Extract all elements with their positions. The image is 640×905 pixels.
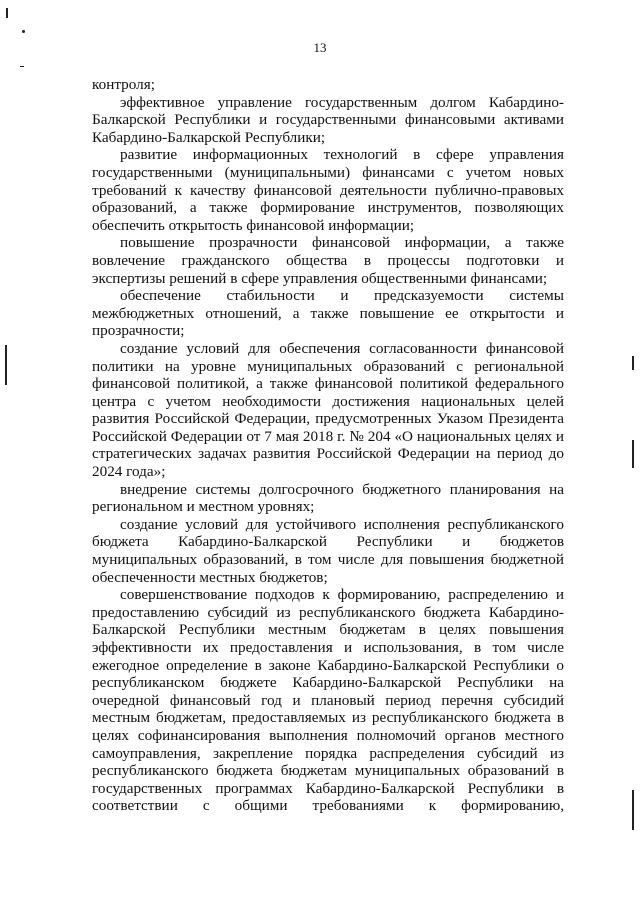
scan-artifact	[20, 66, 24, 67]
paragraph-interbudget-stability: обеспечение стабильности и предсказуемости системы межбюджетных отношений, а также повышение ее открытости и прозрачности;	[92, 287, 564, 340]
scan-artifact	[632, 356, 634, 370]
paragraph-long-term-planning: внедрение системы долгосрочного бюджетного планирования на региональном и местном уровнях;	[92, 480, 564, 516]
paragraph-budget-sustainability: создание условий для устойчивого исполнения республиканского бюджета Кабардино-Балкарской Республики и бюджетов муниципальных образований, в том числе для повышения бюджетной обеспеченности местных бюджетов;	[92, 515, 564, 586]
paragraph-continuation: контроля;	[92, 76, 155, 93]
paragraph-debt-management: эффективное управление государственным долгом Кабардино-Балкарской Республики и государственными финансовыми активами Кабардино-Балкарской Республики;	[92, 93, 564, 146]
scan-artifact	[632, 790, 634, 830]
paragraph-policy-consistency: создание условий для обеспечения согласованности финансовой политики на уровне муниципальных образований с региональной финансовой политикой, а также финансовой политикой федерального центра с учетом необходимости достижения национальных целей развития Российской Федерации, предусмотренных Указом Президента Российской Федерации от 7 мая 2018 г. № 204 «О национальных целях и стратегических задачах развития Российской Федерации на период до 2024 года»;	[92, 339, 564, 481]
document-body	[92, 76, 564, 815]
scan-artifact	[6, 8, 8, 18]
scan-artifact	[22, 30, 25, 33]
scan-artifact	[5, 345, 7, 385]
paragraph-it-development: развитие информационных технологий в сфере управления государственными (муниципальными) финансами с учетом новых требований к качеству финансовой деятельности публично-правовых образований, а также формирование инструментов, позволяющих обеспечить открытость финансовой информации;	[92, 146, 564, 234]
page-number: 13	[313, 40, 327, 55]
paragraph-subsidies: совершенствование подходов к формированию, распределению и предоставлению субсидий из республиканского бюджета Кабардино-Балкарской Республики местным бюджетам в целях повышения эффективности их предоставления и использования, в том числе ежегодное определение в законе Кабардино-Балкарской Республики о республиканском бюджете Кабардино-Балкарской Республики на очередной финансовый год и плановый период перечня субсидий местным бюджетам, предоставляемых из республиканского бюджета в целях софинансирования выполнения полномочий органов местного самоуправления, закрепление порядка распределения субсидий из республиканского бюджета бюджетам муниципальных образований в государственных программах Кабардино-Балкарской Республики в соответствии с общими требованиями к формированию,	[92, 586, 564, 815]
paragraph-transparency: повышение прозрачности финансовой информации, а также вовлечение гражданского общества в процессы подготовки и экспертизы решений в сфере управления общественными финансами;	[92, 234, 564, 287]
scan-artifact	[632, 440, 634, 468]
